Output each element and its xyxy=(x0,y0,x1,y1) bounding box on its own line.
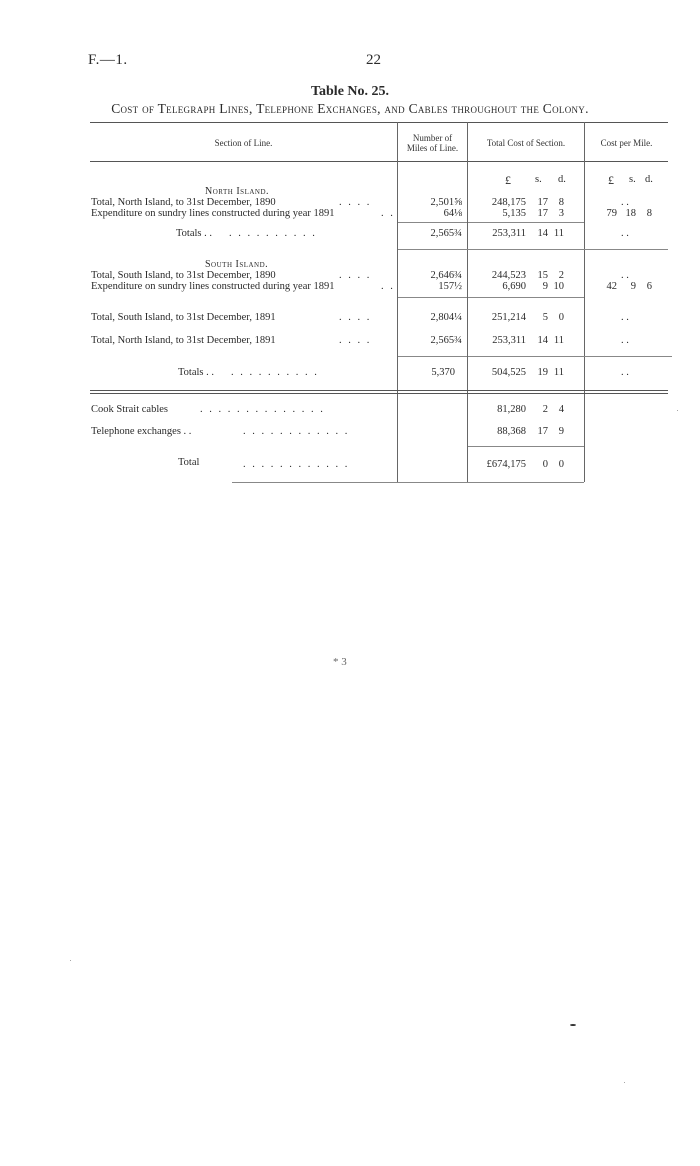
leader-dots: . . . . . . . . . . . . xyxy=(243,459,350,470)
per-mile-shillings: 9 xyxy=(630,281,636,292)
per-mile-empty: . . xyxy=(621,335,629,346)
cost-pence: 11 xyxy=(553,335,564,346)
cost-pounds: 248,175 xyxy=(491,197,526,208)
table-row-label: Total, South Island, to 31st December, 1890 xyxy=(91,270,276,281)
cost-pence: 2 xyxy=(558,270,564,281)
cost-pence: 0 xyxy=(558,459,564,470)
miles-value: 5,370 xyxy=(431,367,455,378)
cost-shillings: 19 xyxy=(537,367,548,378)
cost-pence: 11 xyxy=(553,367,564,378)
column-header-miles-2: Miles of Line. xyxy=(406,143,459,153)
totals-label: Totals . . xyxy=(178,367,215,378)
table-row-label: Total, South Island, to 31st December, 1891 xyxy=(91,312,276,323)
page-number: 22 xyxy=(366,52,381,68)
cost-pence: 4 xyxy=(558,404,564,415)
south-island-heading: South Island. xyxy=(205,259,269,270)
per-mile-empty: . . xyxy=(621,367,629,378)
per-mile-pence: 6 xyxy=(646,281,652,292)
column-divider-3 xyxy=(584,122,585,482)
scan-speck xyxy=(570,1024,576,1026)
cost-shillings: 17 xyxy=(537,208,548,219)
subtotal-rule xyxy=(468,297,584,298)
leader-dots: . . . . xyxy=(339,335,372,346)
per-mile-empty: . . xyxy=(621,228,629,239)
per-mile-pound-header: £ xyxy=(608,173,614,187)
table-title: Table No. 25. xyxy=(310,84,390,99)
scan-speck xyxy=(624,1082,625,1083)
table-row-label: Expenditure on sundry lines constructed during year 1891 xyxy=(91,281,335,292)
grand-total-label: Total xyxy=(178,457,200,468)
per-mile-empty: . . xyxy=(621,270,629,281)
cost-pence: 10 xyxy=(553,281,564,292)
miles-value: 2,565¾ xyxy=(430,228,462,239)
table-row-label: Telephone exchanges . . xyxy=(91,426,192,437)
leader-dots: . . . . . . . . . . xyxy=(229,228,317,239)
leader-dots: . . . . xyxy=(339,312,372,323)
miles-value: 157½ xyxy=(438,281,462,292)
column-divider-2 xyxy=(467,122,468,482)
section-rule xyxy=(398,249,668,250)
subtotal-rule xyxy=(398,356,467,357)
table-row-label: Total, North Island, to 31st December, 1891 xyxy=(91,335,276,346)
cost-shillings: 14 xyxy=(537,228,548,239)
cost-shillings: 14 xyxy=(537,335,548,346)
currency-pound-header: £ xyxy=(505,173,511,187)
leader-dots: . . . . . . . . . . . . xyxy=(243,426,350,437)
table-row-label: Cook Strait cables xyxy=(91,404,168,415)
column-header-miles-1: Number of xyxy=(412,133,453,143)
north-island-heading: North Island. xyxy=(205,186,270,197)
cost-pence: 9 xyxy=(558,426,564,437)
cost-shillings: 17 xyxy=(537,426,548,437)
per-mile-pounds: 79 xyxy=(606,208,617,219)
table-top-rule xyxy=(90,122,668,123)
cost-pounds: 504,525 xyxy=(491,367,526,378)
column-header-total-cost: Total Cost of Section. xyxy=(486,138,566,148)
per-mile-pence: 8 xyxy=(646,208,652,219)
column-header-section: Section of Line. xyxy=(214,138,273,148)
leader-dots: . . xyxy=(381,281,395,292)
double-rule-bottom xyxy=(90,393,668,394)
scan-speck xyxy=(70,960,71,961)
miles-value: 2,646¾ xyxy=(430,270,462,281)
currency-pence-header: d. xyxy=(558,174,566,185)
cost-shillings: 17 xyxy=(537,197,548,208)
subtotal-rule xyxy=(398,297,467,298)
leader-dots: . . . . . . . . . . xyxy=(231,367,319,378)
cost-pounds: 253,311 xyxy=(492,228,526,239)
per-mile-empty: . . xyxy=(621,197,629,208)
leader-dots: . . . . xyxy=(339,270,372,281)
column-header-cost-per-mile: Cost per Mile. xyxy=(600,138,653,148)
miles-value: 2,804¼ xyxy=(430,312,462,323)
cost-pounds: 88,368 xyxy=(497,426,526,437)
table-row-label: Total, North Island, to 31st December, 1890 xyxy=(91,197,276,208)
per-mile-empty: . . xyxy=(621,312,629,323)
subtotal-rule xyxy=(468,222,584,223)
leader-dots: . . xyxy=(381,208,395,219)
column-divider-1 xyxy=(397,122,398,482)
cost-shillings: 2 xyxy=(542,404,548,415)
cost-pounds: £674,175 xyxy=(486,459,526,470)
leader-dots: . . . . . . . . . . . . . . xyxy=(200,404,325,415)
subtotal-rule xyxy=(468,356,672,357)
totals-label: Totals . . xyxy=(176,228,213,239)
currency-shilling-header: s. xyxy=(535,174,542,185)
cost-pence: 8 xyxy=(558,197,564,208)
cost-pounds: 253,311 xyxy=(492,335,526,346)
per-mile-shilling-header: s. xyxy=(629,174,636,185)
page-signature-mark: * 3 xyxy=(333,656,347,668)
miles-value: 2,565¾ xyxy=(430,335,462,346)
scan-speck xyxy=(677,410,678,411)
header-bottom-rule xyxy=(90,161,668,162)
per-mile-pence-header: d. xyxy=(645,174,653,185)
cost-pounds: 5,135 xyxy=(502,208,526,219)
miles-value: 64⅛ xyxy=(443,208,462,219)
cost-pence: 0 xyxy=(558,312,564,323)
cost-pounds: 244,523 xyxy=(491,270,526,281)
table-bottom-rule xyxy=(232,482,584,483)
cost-shillings: 5 xyxy=(542,312,548,323)
cost-pounds: 251,214 xyxy=(491,312,526,323)
leader-dots: . . . . xyxy=(339,197,372,208)
subtotal-rule xyxy=(398,222,467,223)
subtotal-rule xyxy=(468,446,584,447)
per-mile-shillings: 18 xyxy=(625,208,636,219)
cost-shillings: 9 xyxy=(542,281,548,292)
cost-pence: 11 xyxy=(553,228,564,239)
cost-shillings: 15 xyxy=(537,270,548,281)
cost-pence: 3 xyxy=(558,208,564,219)
cost-pounds: 6,690 xyxy=(502,281,526,292)
document-code: F.—1. xyxy=(88,52,128,68)
table-row-label: Expenditure on sundry lines constructed during year 1891 xyxy=(91,208,335,219)
table-subtitle: Cost of Telegraph Lines, Telephone Exchanges, and Cables throughout the Colony. xyxy=(111,101,589,116)
miles-value: 2,501⅝ xyxy=(430,197,462,208)
cost-shillings: 0 xyxy=(542,459,548,470)
per-mile-pounds: 42 xyxy=(606,281,617,292)
cost-pounds: 81,280 xyxy=(497,404,526,415)
double-rule-top xyxy=(90,390,668,391)
